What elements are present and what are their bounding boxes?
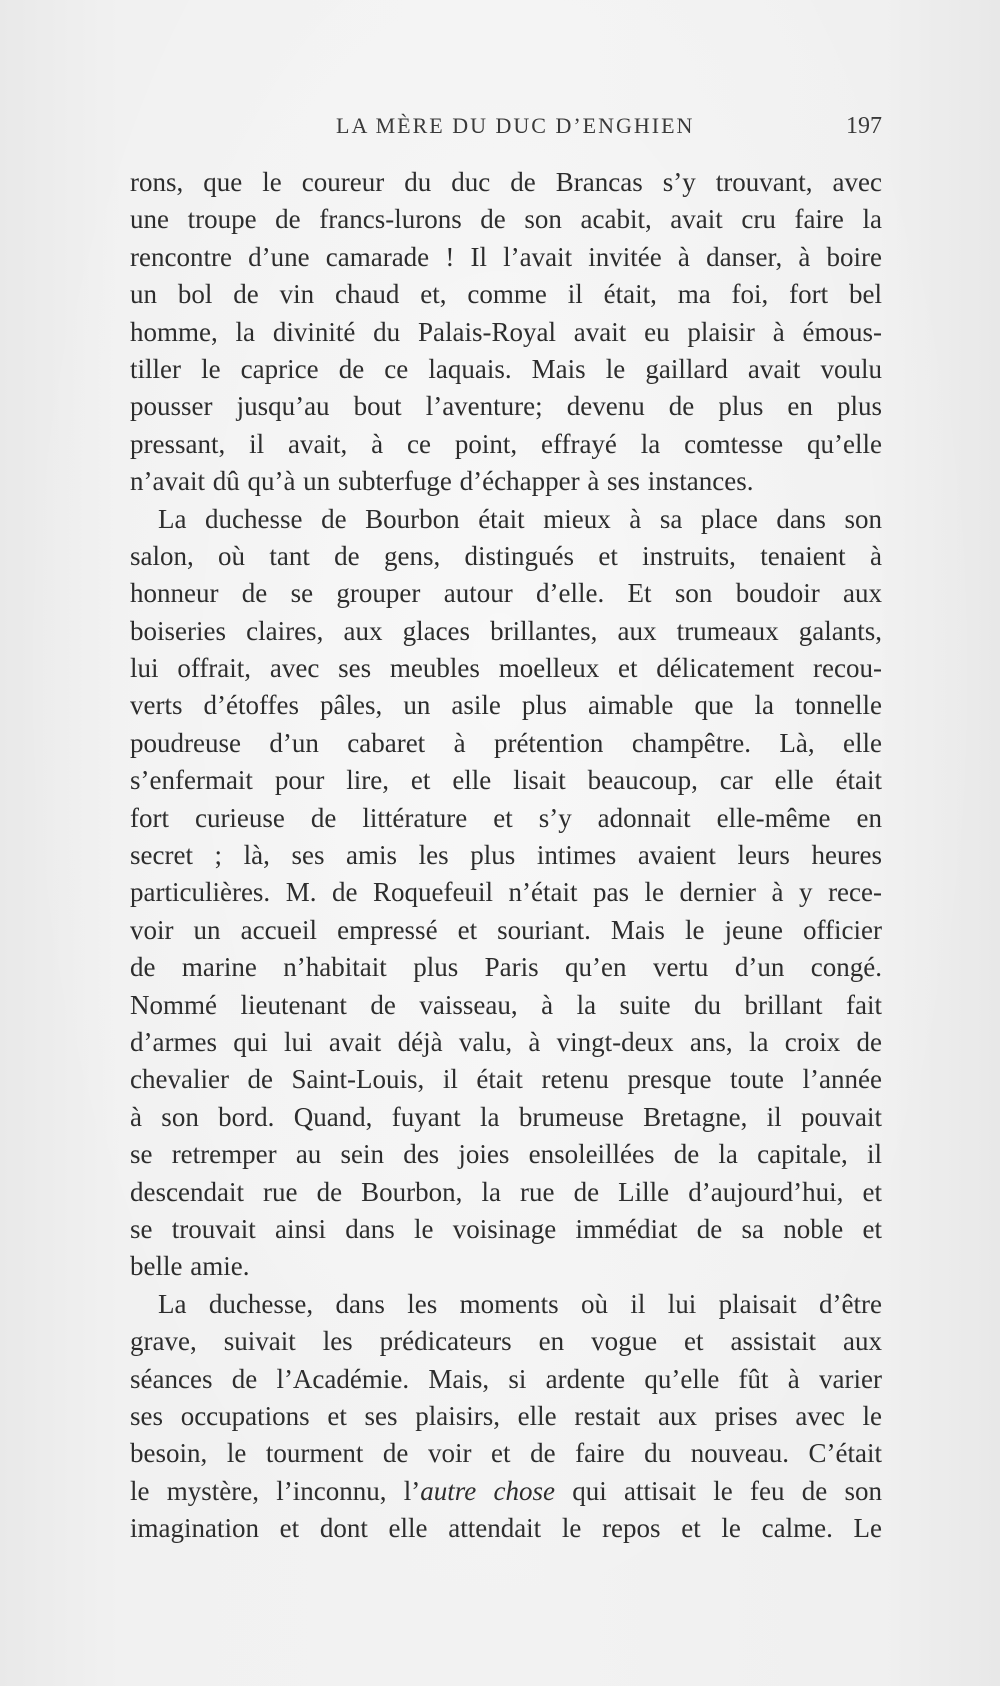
text-span: le mystère, l’inconnu, l’ bbox=[130, 1475, 421, 1506]
running-title: LA MÈRE DU DUC D’ENGHIEN bbox=[336, 113, 695, 138]
page-number: 197 bbox=[846, 113, 882, 139]
text-line: Nommé lieutenant de vaisseau, à la suite du brillant fait bbox=[130, 989, 882, 1020]
text-line: pousser jusqu’au bout l’aventure; devenu de plus en plus bbox=[130, 391, 882, 422]
text-line: imagination et dont elle attendait le repos et le calme. Le bbox=[130, 1513, 882, 1544]
text-line: tiller le caprice de ce laquais. Mais le gaillard avait voulu bbox=[130, 353, 882, 384]
text-line: besoin, le tourment de voir et de faire du nouveau. C’était bbox=[130, 1438, 882, 1469]
text-line: fort curieuse de littérature et s’y adonnait elle-même en bbox=[130, 802, 882, 833]
text-line: voir un accueil empressé et souriant. Mais le jeune officier bbox=[130, 914, 882, 945]
text-line: particulières. M. de Roquefeuil n’était pas le dernier à y rece- bbox=[130, 877, 882, 908]
text-line: salon, où tant de gens, distingués et instruits, tenaient à bbox=[130, 540, 882, 571]
text-line: rons, que le coureur du duc de Brancas s’y trouvant, avec bbox=[130, 167, 882, 197]
text-line: honneur de se grouper autour d’elle. Et son boudoir aux bbox=[130, 578, 882, 609]
text-line: rencontre d’une camarade ! Il l’avait invitée à danser, à boire bbox=[130, 241, 882, 272]
page-header bbox=[130, 113, 882, 145]
text-line: homme, la divinité du Palais-Royal avait eu plaisir à émous- bbox=[130, 316, 882, 347]
text-line: n’avait dû qu’à un subterfuge d’échapper à ses instances. bbox=[130, 466, 754, 497]
text-line: séances de l’Académie. Mais, si ardente qu’elle fût à varier bbox=[130, 1363, 882, 1394]
italic-phrase: autre chose bbox=[420, 1475, 555, 1506]
text-line: verts d’étoffes pâles, un asile plus aimable que la tonnelle bbox=[130, 690, 882, 721]
text-line: grave, suivait les prédicateurs en vogue et assistait aux bbox=[130, 1326, 882, 1357]
text-line: ses occupations et ses plaisirs, elle restait aux prises avec le bbox=[130, 1400, 882, 1431]
text-line: secret ; là, ses amis les plus intimes avaient leurs heures bbox=[130, 840, 882, 871]
paragraph-3 bbox=[130, 1286, 882, 1548]
text-line: La duchesse, dans les moments où il lui plaisait d’être bbox=[158, 1288, 882, 1319]
text-line: belle amie. bbox=[130, 1251, 250, 1282]
text-line: poudreuse d’un cabaret à prétention champêtre. Là, elle bbox=[130, 727, 882, 758]
text-line: boiseries claires, aux glaces brillantes, aux trumeaux galants, bbox=[130, 615, 882, 646]
body-text bbox=[130, 164, 882, 1547]
text-line: à son bord. Quand, fuyant la brumeuse Bretagne, il pouvait bbox=[130, 1101, 882, 1132]
text-line: de marine n’habitait plus Paris qu’en vertu d’un congé. bbox=[130, 952, 882, 983]
text-line: se retremper au sein des joies ensoleillées de la capitale, il bbox=[130, 1139, 882, 1170]
text-line: une troupe de francs-lurons de son acabit, avait cru faire la bbox=[130, 204, 882, 235]
text-line: s’enfermait pour lire, et elle lisait beaucoup, car elle était bbox=[130, 765, 882, 796]
paragraph-2 bbox=[130, 501, 882, 1286]
text-line: se trouvait ainsi dans le voisinage immédiat de sa noble et bbox=[130, 1213, 882, 1244]
text-line: pressant, il avait, à ce point, effrayé la comtesse qu’elle bbox=[130, 428, 882, 459]
text-line-with-italic bbox=[130, 1473, 882, 1510]
text-span: qui attisait le feu de son bbox=[554, 1475, 882, 1506]
text-line: La duchesse de Bourbon était mieux à sa place dans son bbox=[158, 503, 882, 534]
text-line: descendait rue de Bourbon, la rue de Lille d’aujourd’hui, et bbox=[130, 1176, 882, 1207]
text-line: d’armes qui lui avait déjà valu, à vingt-deux ans, la croix de bbox=[130, 1026, 882, 1057]
paragraph-1 bbox=[130, 164, 882, 501]
text-line: un bol de vin chaud et, comme il était, ma foi, fort bel bbox=[130, 279, 882, 310]
text-line: chevalier de Saint-Louis, il était retenu presque toute l’année bbox=[130, 1064, 882, 1095]
text-line: lui offrait, avec ses meubles moelleux et délicatement recou- bbox=[130, 653, 882, 684]
